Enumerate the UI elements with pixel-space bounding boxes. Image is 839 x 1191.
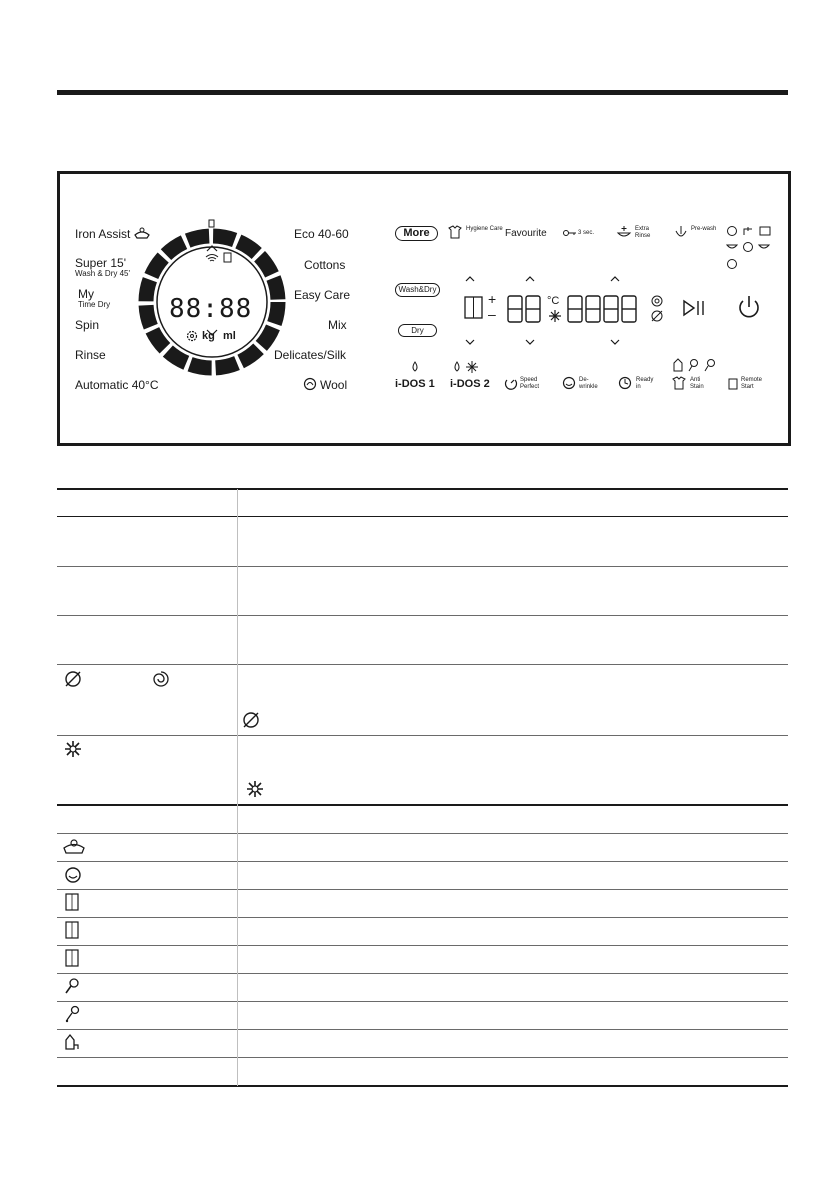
idos-container-icon [65,893,79,911]
cold-icon [64,740,82,758]
table-top-rule [57,488,788,490]
programme-iron-assist: Iron Assist [75,227,131,241]
softener-drop-icon [452,361,480,373]
hygiene-care-icon [448,225,462,239]
stain-pipette-icon [64,1005,80,1023]
idos1-label[interactable]: i-DOS 1 [395,378,435,390]
table-header-rule [57,516,788,517]
minus-label: – [488,306,496,322]
wash-dry-button[interactable]: Wash&Dry [395,283,440,297]
idos-container-icon [65,921,79,939]
wool-icon [303,377,317,391]
settings-icon [186,330,198,342]
status-icon-cluster [726,225,774,271]
table-section-rule [57,804,788,806]
table-row-rule [57,889,788,890]
spin-speed-icons [651,295,665,323]
stain-icons [672,358,718,372]
stain-bottle-icon [64,1033,80,1051]
speed-perfect-label: Speed Perfect [520,377,540,390]
anti-stain-label: Anti Stain [690,377,704,390]
control-panel-illustration [57,171,791,446]
programme-easy-care: Easy Care [294,288,351,302]
programme-rinse: Rinse [75,348,106,362]
prewash-icon [674,225,688,239]
table-column-divider [237,489,238,1086]
table-row-rule [57,861,788,862]
programme-wash-dry-45: Wash & Dry 45' [75,269,131,278]
cold-icon [549,310,561,322]
idos-container-icon [464,296,484,320]
three-sec-label: 3 sec. [578,230,595,236]
celsius-label: °C [547,295,560,307]
remote-start-label: Remote Start [741,377,763,390]
speed-perfect-icon [504,376,518,390]
programme-automatic-40: Automatic 40°C [75,378,159,392]
time-display: 88:88 [169,294,253,324]
programme-eco: Eco 40-60 [294,227,349,241]
power-button[interactable] [737,295,761,321]
table-row-rule [57,1001,788,1002]
header-rule [57,90,788,95]
temperature-spin-display [507,294,653,324]
dewrinkle-label: De-wrinkle [579,377,598,390]
table-row-rule [57,1029,788,1030]
stain-brush-icon [64,977,80,995]
programme-time-dry: Time Dry [78,300,111,309]
ready-in-icon [618,376,632,390]
unit-kg: kg [202,330,215,342]
table-row-rule [57,566,788,567]
table-bottom-rule [57,1085,788,1087]
no-spin-icon [242,711,260,729]
spin-icon [152,670,170,688]
idos2-label[interactable]: i-DOS 2 [450,378,490,390]
unit-ml: ml [223,330,236,342]
programme-super-15: Super 15' [75,256,126,270]
ready-in-label: Ready in [636,377,654,390]
no-spin-icon [64,670,82,688]
dry-button[interactable]: Dry [398,324,437,337]
idos-container-icon [65,949,79,967]
table-row-rule [57,735,788,736]
dewrinkle-icon [64,866,82,884]
hygiene-care-label: Hygiene Care [466,226,503,232]
table-row-rule [57,833,788,834]
programme-delicates: Delicates/Silk [274,348,347,362]
iron-assist-icon [63,838,85,856]
favourite-label: Favourite [505,228,547,239]
cold-icon [246,780,264,798]
programme-my: My [78,287,94,301]
table-row-rule [57,945,788,946]
programme-cottons: Cottons [304,258,346,272]
anti-stain-icon [672,376,686,390]
door-lock-icon [223,251,233,263]
prewash-label: Pre-wash [691,226,717,232]
wifi-icon [205,253,219,263]
start-pause-button[interactable] [683,300,705,316]
programme-mix: Mix [328,318,347,332]
programme-spin: Spin [75,318,100,332]
table-row-rule [57,973,788,974]
dewrinkle-icon [562,376,576,390]
key-icon [563,229,577,237]
more-button[interactable]: More [395,226,438,241]
table-row-rule [57,615,788,616]
extra-rinse-label: Extra Rinse [635,226,651,239]
plus-label: + [488,291,497,307]
table-row-rule [57,1057,788,1058]
extra-rinse-icon [617,225,631,239]
remote-start-icon [727,376,739,390]
table-row-rule [57,664,788,665]
table-row-rule [57,917,788,918]
programme-wool: Wool [320,378,348,392]
detergent-drop-icon [410,361,420,373]
